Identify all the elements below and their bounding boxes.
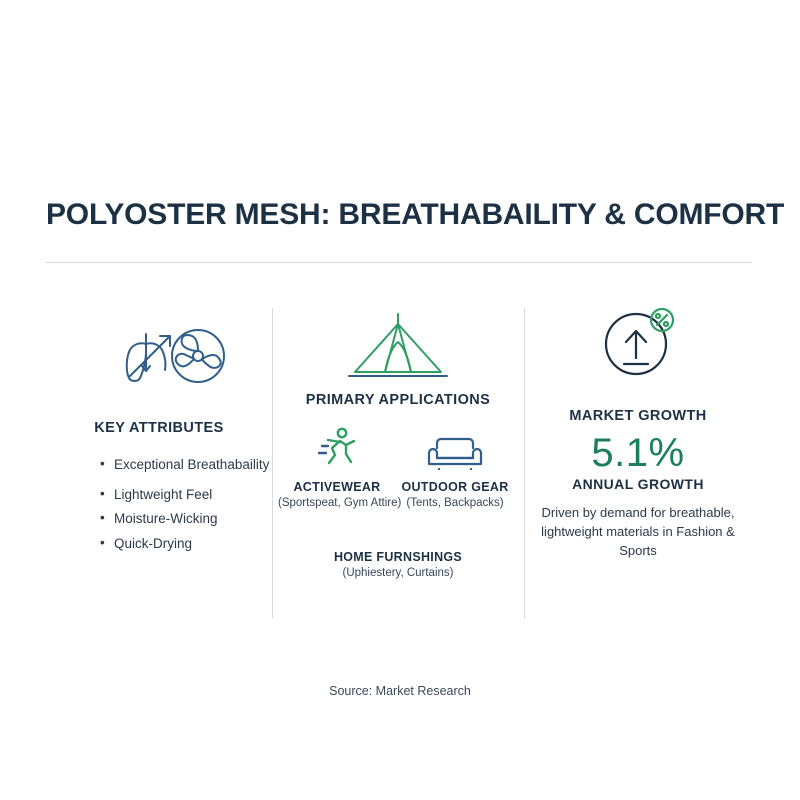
sofa-icon <box>396 422 514 470</box>
home-furnishings-label: HOME FURNSHINGS <box>333 550 463 564</box>
application-activewear <box>278 422 402 509</box>
page-title: POLYOSTER MESH: BREATHABAILITY & COMFORT <box>46 198 785 231</box>
activewear-note: (Sportspeat, Gym Attire) <box>278 497 402 509</box>
title-divider <box>46 262 752 263</box>
key-attributes-list <box>60 456 272 553</box>
column-primary-applications <box>272 300 524 579</box>
application-outdoor-gear <box>396 422 514 509</box>
growth-subheading: ANNUAL GROWTH <box>572 476 704 492</box>
home-furnishings-note: (Uphiestery, Curtains) <box>342 567 454 579</box>
tent-icon <box>333 306 463 384</box>
list-item: • Lightweight Feel <box>100 486 272 504</box>
growth-description: Driven by demand for breathable, lightweight materials in Fashion & Sports <box>541 505 735 558</box>
outdoor-gear-label: OUTDOOR GEAR <box>401 480 509 494</box>
source-note: Source: Market Research <box>329 684 471 698</box>
list-item: • Quick-Drying <box>100 535 272 553</box>
list-item: • Moisture-Wicking <box>100 510 272 528</box>
outdoor-gear-note: (Tents, Backpacks) <box>406 497 504 509</box>
growth-figure: 5.1% <box>591 431 685 475</box>
activewear-label: ACTIVEWEAR <box>293 480 381 494</box>
applications-subrow <box>272 422 524 579</box>
up-arrow-percent-circle-icon <box>592 300 684 392</box>
runner-icon <box>278 422 396 470</box>
key-attributes-heading: KEY ATTRIBUTES <box>94 420 224 436</box>
lungs-airflow-fan-icon <box>84 314 234 394</box>
application-home-furnishings <box>272 540 524 579</box>
list-item: • Exceptional Breathabaility <box>100 456 272 474</box>
primary-applications-heading: PRIMARY APPLICATIONS <box>305 392 491 408</box>
column-market-growth <box>524 300 752 561</box>
columns-container <box>46 300 752 640</box>
column-key-attributes <box>46 300 272 559</box>
market-growth-heading: MARKET GROWTH <box>569 408 707 424</box>
